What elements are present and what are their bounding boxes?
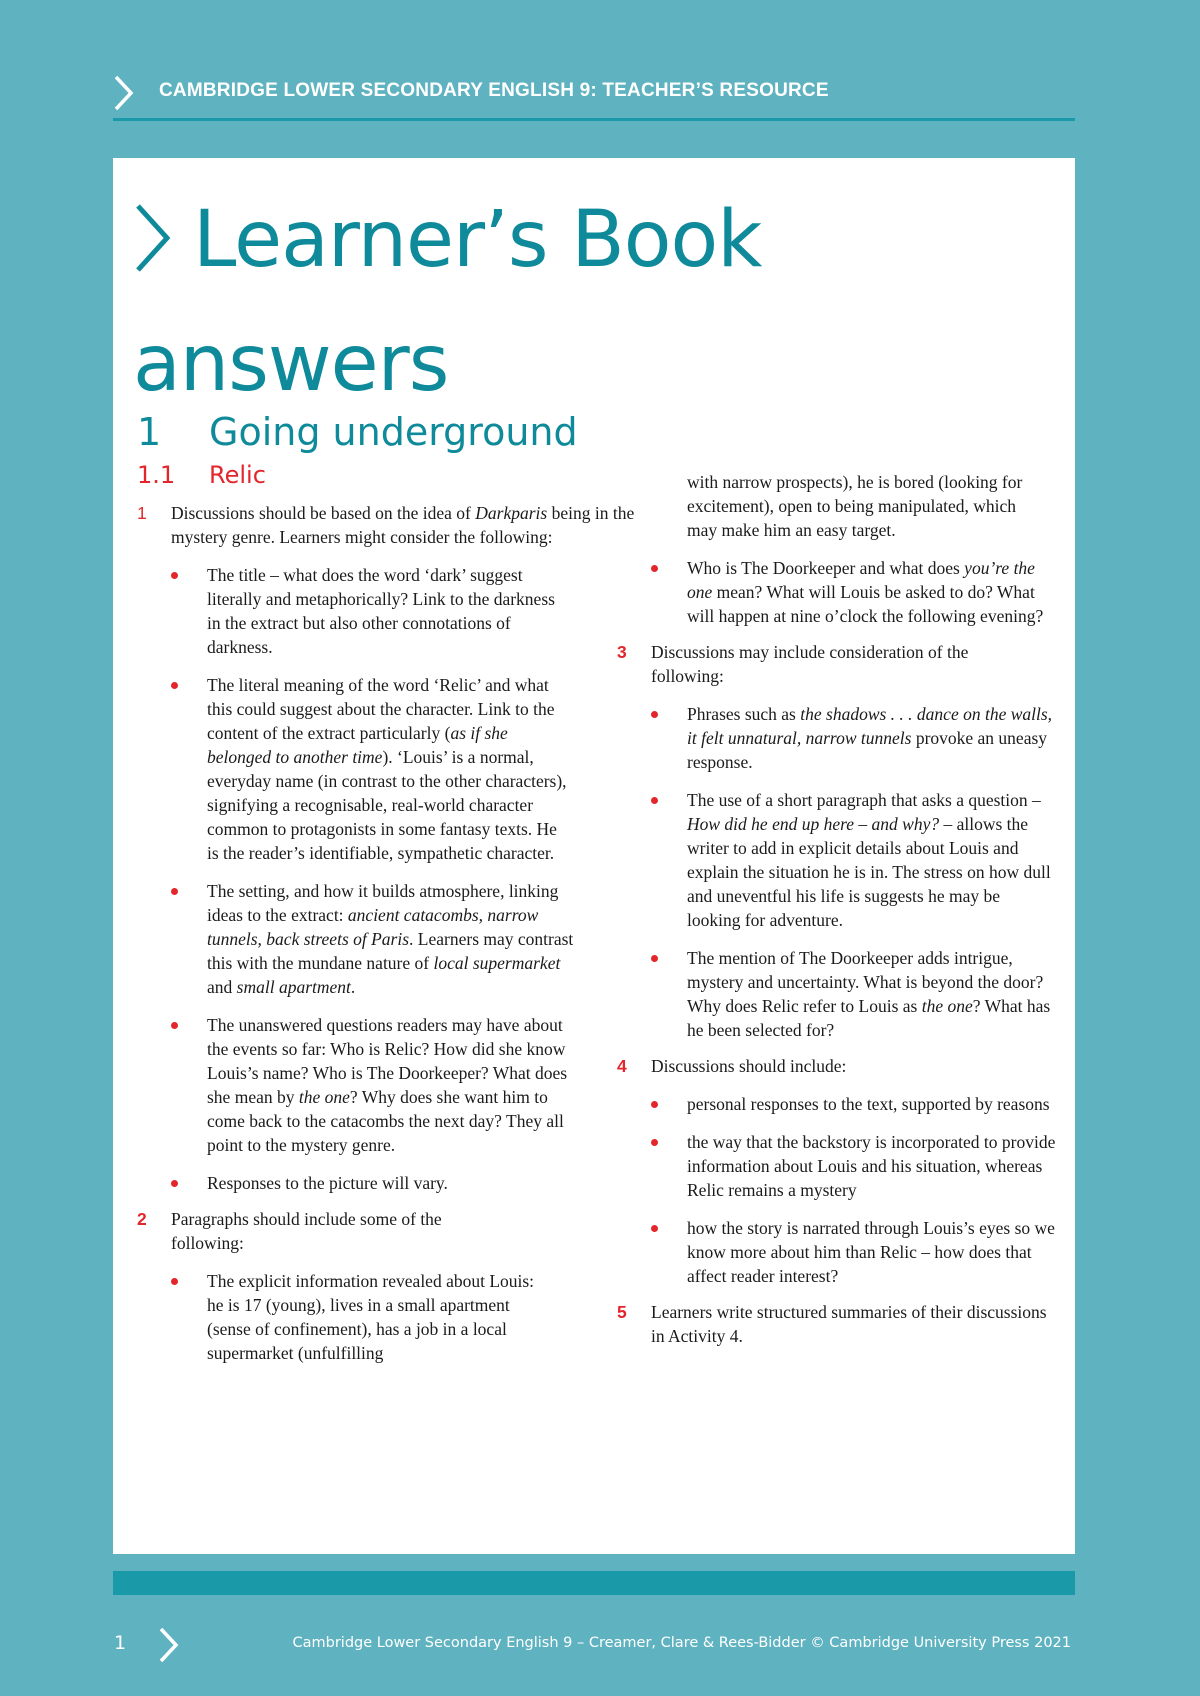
page-title-line1: Learner’s Book bbox=[193, 195, 762, 285]
item-number: 1 bbox=[137, 503, 147, 523]
bullet-dot bbox=[651, 711, 658, 718]
item-number: 3 bbox=[617, 642, 627, 662]
item-intro: Discussions should include: bbox=[651, 1056, 847, 1076]
bullet-item: The use of a short paragraph that asks a question – How did he end up here – and why? – allows the writer to add in explicit details about Louis and explain the situation he is in. The stress on how dull and uneventful his life is suggests he may be looking for adventure. bbox=[651, 788, 1057, 932]
footer-band bbox=[113, 1571, 1075, 1595]
chevron-right-icon bbox=[158, 1626, 180, 1664]
section-heading bbox=[137, 463, 685, 487]
bullet-dot bbox=[651, 1101, 658, 1108]
bullet-dot bbox=[171, 572, 178, 579]
bullet-dot bbox=[171, 1278, 178, 1285]
page-title-block bbox=[133, 178, 1033, 426]
bullet-item: The title – what does the word ‘dark’ suggest literally and metaphorically? Link to the darkness in the extract but also other connotations of darkness. bbox=[171, 563, 567, 659]
item-intro: Discussions may include consideration of the following: bbox=[651, 642, 969, 686]
bullet-dot bbox=[651, 565, 658, 572]
bullet-dot bbox=[171, 682, 178, 689]
bullet-dot bbox=[171, 1180, 178, 1187]
page-number: 1 bbox=[114, 1632, 127, 1654]
item-number: 2 bbox=[137, 1209, 147, 1229]
bullet-item: how the story is narrated through Louis’s eyes so we know more about him than Relic – how does that affect reader interest? bbox=[651, 1216, 1057, 1288]
bullet-continuation: with narrow prospects), he is bored (looking for excitement), open to being manipulated, which may make him an easy target. bbox=[687, 472, 1023, 540]
bullet-dot bbox=[651, 955, 658, 962]
left-column bbox=[137, 463, 685, 1377]
bullet-dot bbox=[651, 1225, 658, 1232]
item-number: 4 bbox=[617, 1056, 627, 1076]
answer-item-4 bbox=[617, 1054, 1091, 1288]
item-intro: Paragraphs should include some of the following: bbox=[171, 1209, 442, 1253]
chapter-heading bbox=[137, 410, 578, 454]
bullet-item: The setting, and how it builds atmosphere, linking ideas to the extract: ancient catacombs, narrow tunnels, back streets of Paris. Learners may contrast this with the mundane nature of local supermarket and small apartment. bbox=[171, 879, 577, 999]
bullet-item: Phrases such as the shadows . . . dance on the walls, it felt unnatural, narrow tunnels provoke an uneasy response. bbox=[651, 702, 1057, 774]
running-header bbox=[113, 70, 1075, 121]
header-title: CAMBRIDGE LOWER SECONDARY ENGLISH 9: TEACHER’S RESOURCE bbox=[159, 80, 829, 101]
bullet-item: personal responses to the text, supported by reasons bbox=[651, 1092, 1057, 1116]
chapter-number: 1 bbox=[137, 410, 162, 454]
content-panel bbox=[113, 158, 1075, 1554]
item-text: Learners write structured summaries of their discussions in Activity 4. bbox=[651, 1302, 1047, 1346]
section-number: 1.1 bbox=[137, 461, 176, 489]
bullet-item: Who is The Doorkeeper and what does you’re the one mean? What will Louis be asked to do? What will happen at nine o’clock the following evening? bbox=[651, 556, 1057, 628]
bullet-dot bbox=[651, 797, 658, 804]
bullet-item: The explicit information revealed about Louis: he is 17 (young), lives in a small apartment (sense of confinement), has a job in a local supermarket (unfulfilling bbox=[171, 1269, 547, 1365]
bullet-item: Responses to the picture will vary. bbox=[171, 1171, 577, 1195]
bullet-dot bbox=[171, 888, 178, 895]
chevron-right-icon bbox=[133, 202, 173, 274]
bullet-dot bbox=[171, 1022, 178, 1029]
answer-item-3 bbox=[617, 640, 1051, 1042]
section-title: Relic bbox=[209, 461, 266, 489]
chevron-right-icon bbox=[113, 74, 135, 112]
footer-copyright: Cambridge Lower Secondary English 9 – Creamer, Clare & Rees-Bidder © Cambridge University Press 2021 bbox=[292, 1635, 1071, 1651]
right-column bbox=[617, 470, 1057, 1360]
answer-item-5 bbox=[617, 1300, 1061, 1348]
item-intro: Discussions should be based on the idea of Darkparis being in the mystery genre. Learners might consider the following: bbox=[171, 503, 635, 547]
chapter-title: Going underground bbox=[209, 410, 578, 454]
bullet-item: The unanswered questions readers may have about the events so far: Who is Relic? How did she know Louis’s name? Who is The Doorkeeper? What does she mean by the one? Why does she want him to come back to the catacombs the next day? They all point to the mystery genre. bbox=[171, 1013, 577, 1157]
answer-item-1 bbox=[137, 501, 671, 1195]
item-number: 5 bbox=[617, 1302, 627, 1322]
page-title-line2: answers bbox=[133, 319, 449, 409]
bullet-item: The literal meaning of the word ‘Relic’ and what this could suggest about the character. Link to the content of the extract particularly (as if she belonged to another time). ‘Louis’ is a normal, everyday name (in contrast to the other characters), signifying a recognisable, real-world character common to protagonists in some fantasy texts. He is the reader’s identifiable, sympathetic character. bbox=[171, 673, 567, 865]
bullet-item: The mention of The Doorkeeper adds intrigue, mystery and uncertainty. What is beyond the door? Why does Relic refer to Louis as the one? What has he been selected for? bbox=[651, 946, 1057, 1042]
page-title bbox=[133, 178, 1033, 426]
answer-item-2 bbox=[137, 1207, 551, 1365]
bullet-dot bbox=[651, 1139, 658, 1146]
bullet-item: the way that the backstory is incorporated to provide information about Louis and his situation, whereas Relic remains a mystery bbox=[651, 1130, 1057, 1202]
